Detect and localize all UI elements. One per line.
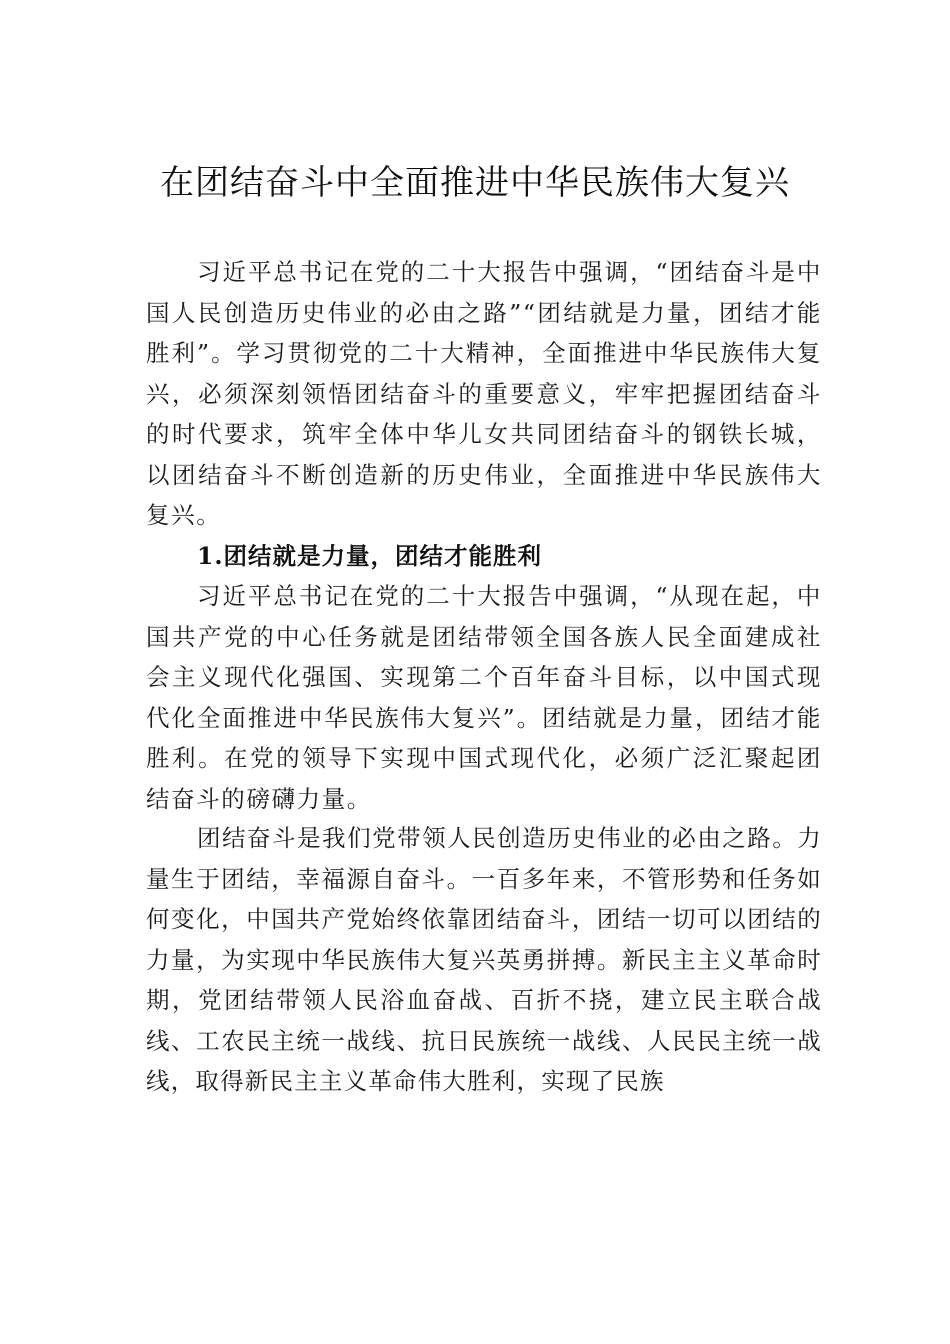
intro-paragraph: 习近平总书记在党的二十大报告中强调，“团结奋斗是中国人民创造历史伟业的必由之路”“团结就是力量，团结才能胜利”。学习贯彻党的二十大精神，全面推进中华民族伟大复兴，必须深刻领悟团结奋斗的重要意义，牢牢把握团结奋斗的时代要求，筑牢全体中华儿女共同团结奋斗的钢铁长城， 以团结奋斗不断创造新的历史伟业，全面推进中华民族伟大复兴。 — [146, 258, 822, 529]
document-title: 在团结奋斗中全面推进中华民族伟大复兴 — [160, 163, 790, 203]
section-paragraph-2: 团结奋斗是我们党带领人民创造历史伟业的必由之路。力量生于团结，幸福源自奋斗。一百多年来，不管形势和任务如何变化，中国共产党始终依靠团结奋斗，团结一切可以团结的力量，为实现中华民族伟大复兴英勇拼搏。新民主主义革命时期，党团结带领人民浴血奋战、百折不挠，建立民主联合战线、工农民主统一战线、抗日民族统一战线、人民民主统一战线，取得新民主主义革命伟大胜利，实现了民族 — [146, 824, 822, 1095]
section-paragraph-1: 习近平总书记在党的二十大报告中强调，“从现在起，中国共产党的中心任务就是团结带领全国各族人民全面建成社会主义现代化强国、实现第二个百年奋斗目标，以中国式现代化全面推进中华民族伟大复兴”。团结就是力量，团结才能胜利。在党的领导下实现中国式现代化，必须广泛汇聚起团结奋斗的磅礴力量。 — [146, 582, 822, 813]
section-heading: 1.团结就是力量，团结才能胜利 — [197, 542, 543, 570]
